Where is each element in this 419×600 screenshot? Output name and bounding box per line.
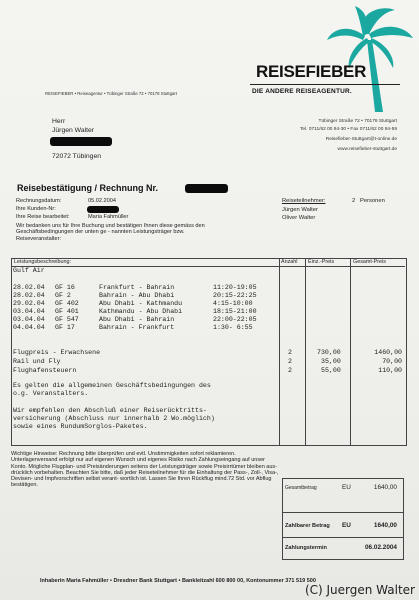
- table-row: [13, 284, 257, 292]
- flight-number: GF 547: [55, 316, 79, 323]
- copyright-watermark: (C) Juergen Walter: [304, 583, 415, 597]
- flight-date: 03.04.04: [13, 316, 45, 323]
- flight-number: GF 402: [55, 300, 79, 307]
- flight-number: GF 401: [55, 308, 79, 315]
- flight-date: 29.02.04: [13, 300, 45, 307]
- contact-street: Tübinger Straße 72 • 70178 Stuttgart: [318, 119, 397, 124]
- important-hints: Wichtige Hinweise: Rechnung bitte überprüfen und evtl. Unstimmigkeiten sofort reklamieren. Unterlagenversand erfolgt nur auf eigenen Wunsch und eigenes Risiko nach Zahlungseingang auf unser Konto. Mögliche Flugplan- und Preisänderungen seitens der Leistungsträger sowie Preisirrtümer bleiben aus- drücklich vorbehalten. Beachten Sie bitte, daß jeder Reiseteilnehmer für die Einhaltung der Pass-, Zoll-, Visa-, Devisen- und Impfvorschriften selbst verant- wortlich ist. Lassen Sie Ihren Rückflug mind.72 Std. vor Abflug bestätigen.: [11, 451, 279, 489]
- customer-number-label: Ihre Kunden-Nr:: [16, 206, 56, 212]
- col-header-total-price: Gesamt-Preis: [353, 259, 386, 265]
- payment-deadline-value: 06.02.2004: [365, 544, 397, 551]
- flight-route: Abu Dhabi - Kathmandu: [99, 300, 183, 307]
- flight-number: GF 16: [55, 284, 75, 291]
- recipient-city: 72072 Tübingen: [52, 153, 102, 160]
- amount-due-label: Zahlbarer Betrag: [285, 523, 330, 529]
- col-header-qty: Anzahl: [281, 259, 298, 265]
- flight-time: 1:30- 6:55: [213, 324, 253, 331]
- summary-divider: [282, 512, 403, 513]
- flight-time: 22:00-22:05: [213, 316, 257, 323]
- flight-route: Frankfurt - Bahrain: [99, 284, 175, 291]
- table-row: [13, 292, 257, 300]
- contact-phone-fax: Tel. 0711/62 00 94-30 • Fax 0711/62 00 94-59: [300, 127, 397, 132]
- amount-due-currency: EU: [342, 522, 351, 529]
- price-item-unit: 35,00: [321, 358, 341, 365]
- flight-route: Bahrain - Frankfurt: [99, 324, 175, 331]
- flight-time: 4:15-10:00: [213, 300, 253, 307]
- contact-email: Reisefieber-Stuttgart@t-online.de: [325, 137, 397, 142]
- table-col-divider: [305, 258, 306, 445]
- table-col-divider: [350, 258, 351, 445]
- flight-time: 11:20-19:05: [213, 284, 257, 291]
- insurance-note-line: versicherung (Abschluss nur innerhalb 2 Wo.möglich): [13, 415, 215, 422]
- price-item-label: Flughafensteuern: [13, 367, 77, 374]
- contact-web: www.reisefieber-stuttgart.de: [337, 147, 397, 152]
- table-row: [13, 324, 253, 332]
- flight-time: 18:15-21:00: [213, 308, 257, 315]
- price-item-qty: 2: [288, 349, 292, 356]
- invoice-date-value: 05.02.2004: [88, 198, 116, 204]
- redacted-invoice-number: [185, 184, 228, 193]
- price-item-label: Flugpreis - Erwachsene: [13, 349, 101, 356]
- flight-time: 20:15-22:25: [213, 292, 257, 299]
- participant-name: Jürgen Walter: [282, 207, 318, 213]
- flight-number: GF 2: [55, 292, 71, 299]
- participants-count-label: Personen: [360, 198, 385, 204]
- price-item-total: 70,00: [382, 358, 402, 365]
- col-header-unit-price: Einz.-Preis: [308, 259, 335, 265]
- redacted-street: [50, 137, 112, 146]
- flight-date: 03.04.04: [13, 308, 45, 315]
- total-label: Gesamtbetrag: [285, 485, 317, 491]
- insurance-note-line: sowie eines RundumSorglos-Paketes.: [13, 423, 148, 430]
- recipient-salutation: Herr: [52, 118, 66, 125]
- price-item-qty: 2: [288, 358, 292, 365]
- summary-divider: [282, 537, 403, 538]
- payment-deadline-label: Zahlungstermin: [285, 545, 327, 551]
- brand-name: REISEFIEBER: [256, 62, 367, 81]
- flight-number: GF 17: [55, 324, 75, 331]
- airline-name: Gulf Air: [13, 267, 45, 274]
- intro-text: Wir bedanken uns für Ihre Buchung und bestätigen Ihnen diese gemäss den Geschäftsbedingungen der unten ge - nannten Leistungsträger bzw. Reiseveranstalter:: [16, 223, 205, 242]
- price-item-total: 1460,00: [374, 349, 402, 356]
- sender-line: REISEFIEBER • Reiseagentur • Tübinger Straße 72 • 70178 Stuttgart: [45, 91, 177, 96]
- redacted-customer-number: [87, 206, 119, 213]
- participants-count: 2: [352, 198, 356, 204]
- invoice-date-label: Rechnungsdatum:: [16, 198, 62, 204]
- insurance-note-line: Wir empfehlen den Abschluß einer Reiserücktritts-: [13, 407, 207, 414]
- participant-name: Oliver Walter: [282, 215, 316, 221]
- bank-footer: Inhaberin Maria Fahmüller • Dresdner Bank Stuttgart • Bankleitzahl 600 800 00, Kontonummer 371 519 500: [40, 578, 316, 584]
- palm-tree-logo-icon: [325, 4, 415, 116]
- flight-date: 28.02.04: [13, 284, 45, 291]
- flight-route: Bahrain - Abu Dhabi: [99, 292, 175, 299]
- table-col-divider: [279, 258, 280, 445]
- table-row: [13, 308, 257, 316]
- participants-label: Reiseteilnehmer:: [282, 198, 326, 204]
- agent-label: Ihre Reise bearbeitet:: [16, 214, 70, 220]
- brand-divider: [250, 84, 400, 85]
- amount-due-value: 1640,00: [373, 522, 397, 529]
- price-item-qty: 2: [288, 367, 292, 374]
- table-row: [13, 316, 257, 324]
- document-title: Reisebestätigung / Rechnung Nr.: [17, 183, 159, 193]
- price-item-unit: 55,00: [321, 367, 341, 374]
- total-value: 1640,00: [373, 484, 397, 491]
- flight-date: 28.02.04: [13, 292, 45, 299]
- recipient-name: Jürgen Walter: [52, 127, 95, 134]
- total-currency: EU: [342, 484, 351, 491]
- col-header-description: Leistungsbeschreibung:: [14, 259, 71, 265]
- price-item-unit: 730,00: [317, 349, 341, 356]
- table-row: [13, 300, 253, 308]
- brand-tagline: DIE ANDERE REISEAGENTUR.: [252, 88, 352, 95]
- flight-route: Kathmandu - Abu Dhabi: [99, 308, 183, 315]
- agent-value: Maria Fahmüller: [88, 214, 129, 220]
- flight-date: 04.04.04: [13, 324, 45, 331]
- terms-note-line: Es gelten die allgemeinen Geschäftsbedingungen des: [13, 382, 211, 389]
- terms-note-line: o.g. Veranstalters.: [13, 390, 89, 397]
- price-item-label: Rail und Fly: [13, 358, 61, 365]
- table-header-divider: [11, 266, 405, 267]
- flight-route: Abu Dhabi - Bahrain: [99, 316, 175, 323]
- price-item-total: 110,00: [378, 367, 402, 374]
